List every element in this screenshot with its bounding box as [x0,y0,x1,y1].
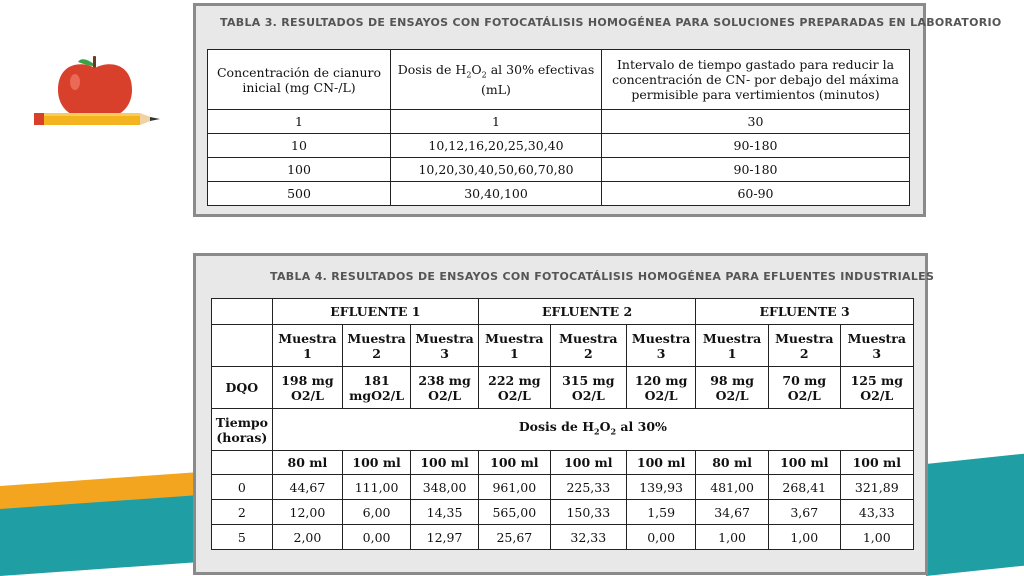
table4-sample-header: Muestra 1 [479,325,551,367]
table4-empty [212,451,273,475]
table3-cell: 30 [602,110,910,134]
table4-value-cell: 321,89 [840,475,913,500]
table4-sample-header: Muestra 3 [411,325,479,367]
table3-cell: 10 [208,134,391,158]
table4-value-cell: 6,00 [343,500,411,525]
table4-value-cell: 2,00 [272,525,342,550]
table3-cell: 10,12,16,20,25,30,40 [391,134,602,158]
table4-time-cell: 2 [212,500,273,525]
table4-dqo-cell: 222 mg O2/L [479,367,551,409]
table4-effluent-2: EFLUENTE 2 [479,299,696,325]
table4-dqo-cell: 198 mg O2/L [272,367,342,409]
table4-time-cell: 0 [212,475,273,500]
table4-value-cell: 44,67 [272,475,342,500]
table4-sample-header: Muestra 1 [272,325,342,367]
table4-value-cell: 43,33 [840,500,913,525]
table4-sample-header: Muestra 3 [840,325,913,367]
table4-dose-cell: 100 ml [550,451,626,475]
table4-dose-cell: 100 ml [479,451,551,475]
table4-dqo-cell: 125 mg O2/L [840,367,913,409]
table4-dqo-label: DQO [212,367,273,409]
table4-dose-cell: 80 ml [272,451,342,475]
table3-header-concentration: Concentración de cianuro inicial (mg CN-/L) [208,50,391,110]
table4-dose-cell: 100 ml [627,451,696,475]
table4-value-cell: 1,00 [840,525,913,550]
table4-value-cell: 348,00 [411,475,479,500]
decor-band-right [926,450,1024,576]
table4-value-cell: 34,67 [696,500,769,525]
table3-cell: 10,20,30,40,50,60,70,80 [391,158,602,182]
table4-value-cell: 150,33 [550,500,626,525]
table4-corner [212,299,273,325]
table4-value-cell: 0,00 [343,525,411,550]
table4-value-cell: 139,93 [627,475,696,500]
table4-dqo-cell: 181 mgO2/L [343,367,411,409]
table4-sample-header: Muestra 3 [627,325,696,367]
table4-sample-header: Muestra 2 [343,325,411,367]
table3 [207,49,910,206]
table3-cell: 30,40,100 [391,182,602,206]
table4-value-cell: 14,35 [411,500,479,525]
table4-dose-cell: 100 ml [411,451,479,475]
table4-dqo-cell: 70 mg O2/L [768,367,840,409]
table3-caption: TABLA 3. RESULTADOS DE ENSAYOS CON FOTOCATÁLISIS HOMOGÉNEA PARA SOLUCIONES PREPARADAS EN LABORATORIO [220,16,1002,29]
table4-dose-cell: 100 ml [343,451,411,475]
table4-value-cell: 1,59 [627,500,696,525]
table4-value-cell: 0,00 [627,525,696,550]
table4-value-cell: 268,41 [768,475,840,500]
table4-dose-cell: 80 ml [696,451,769,475]
table4-value-cell: 25,67 [479,525,551,550]
table4-panel [193,253,935,575]
table3-cell: 500 [208,182,391,206]
table3-panel [193,3,1002,217]
table3-cell: 1 [208,110,391,134]
table4-effluent-3: EFLUENTE 3 [696,299,914,325]
table4-value-cell: 12,97 [411,525,479,550]
table3-cell: 90-180 [602,158,910,182]
pencil-icon [34,110,164,130]
table4-value-cell: 481,00 [696,475,769,500]
table4-time-cell: 5 [212,525,273,550]
table4-value-cell: 225,33 [550,475,626,500]
table4 [211,298,914,550]
table4-value-cell: 1,00 [768,525,840,550]
table3-header-dose: Dosis de $H_2O_2$ al 30% efectivas (mL) [391,50,602,110]
table4-dqo-cell: 120 mg O2/L [627,367,696,409]
table4-empty [212,325,273,367]
table4-dqo-cell: 98 mg O2/L [696,367,769,409]
table4-sample-header: Muestra 1 [696,325,769,367]
table4-value-cell: 1,00 [696,525,769,550]
table3-cell: 1 [391,110,602,134]
table4-dqo-cell: 238 mg O2/L [411,367,479,409]
table4-value-cell: 565,00 [479,500,551,525]
table3-cell: 100 [208,158,391,182]
table4-dose-cell: 100 ml [840,451,913,475]
table3-header-interval: Intervalo de tiempo gastado para reducir la concentración de CN- por debajo del máxima permisible para vertimientos (minutos) [602,50,910,110]
table3-cell: 90-180 [602,134,910,158]
table4-caption: TABLA 4. RESULTADOS DE ENSAYOS CON FOTOCATÁLISIS HOMOGÉNEA PARA EFLUENTES INDUSTRIALES [270,270,935,283]
table4-value-cell: 32,33 [550,525,626,550]
table4-sample-header: Muestra 2 [768,325,840,367]
table4-dqo-cell: 315 mg O2/L [550,367,626,409]
table3-cell: 60-90 [602,182,910,206]
table4-value-cell: 111,00 [343,475,411,500]
table4-time-label: Tiempo (horas) [212,409,273,451]
table4-value-cell: 12,00 [272,500,342,525]
table4-value-cell: 961,00 [479,475,551,500]
table4-value-cell: 3,67 [768,500,840,525]
table4-sample-header: Muestra 2 [550,325,626,367]
table4-dose-label: Dosis de $H_2O_2$ al 30% [272,409,913,451]
table4-effluent-1: EFLUENTE 1 [272,299,478,325]
table4-dose-cell: 100 ml [768,451,840,475]
